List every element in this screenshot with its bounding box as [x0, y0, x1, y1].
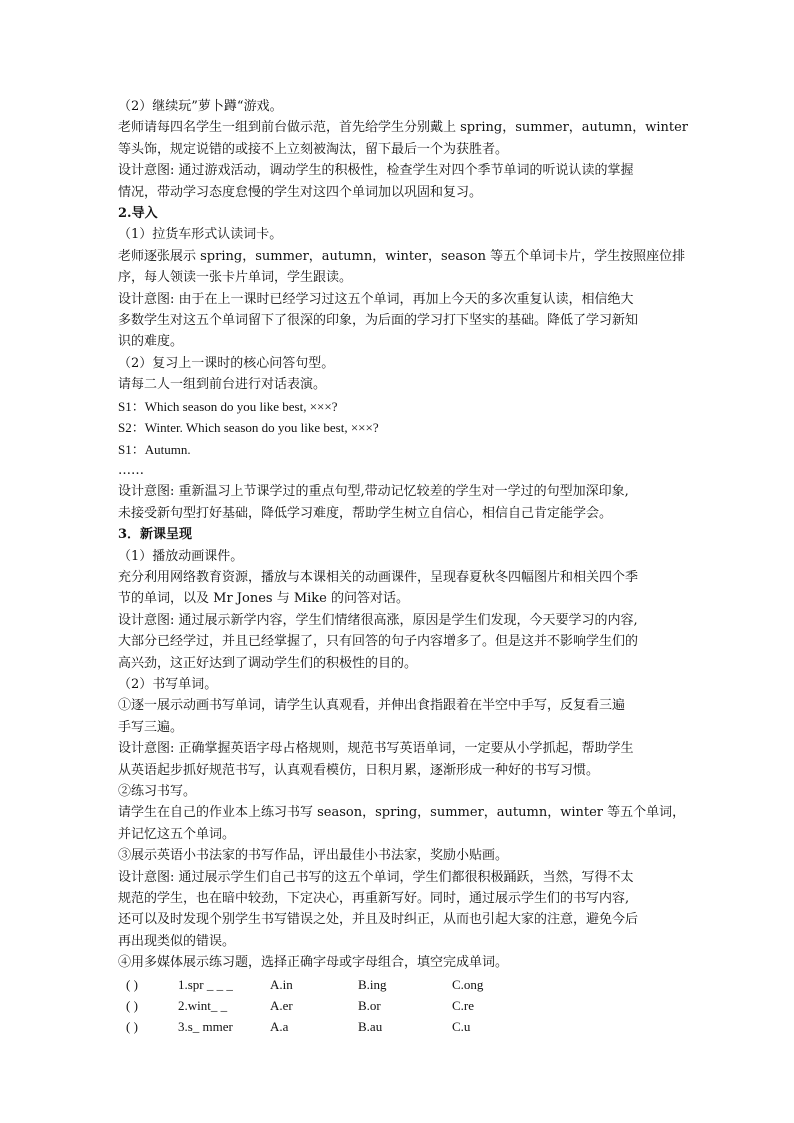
option-c: C.u — [452, 1018, 471, 1034]
exercise-row — [118, 1016, 678, 1037]
paragraph-line: 老师逐张展示 spring，summer，autumn，winter，season 等五个单词卡片，学生按照座位排 — [118, 248, 686, 264]
paragraph-line: （1）拉货车形式认读词卡。 — [118, 227, 283, 243]
paragraph-line: 规范的学生，也在暗中较劲，下定决心，再重新写好。同时，通过展示学生们的书写内容, — [118, 891, 630, 907]
paragraph-line: 请每二人一组到前台进行对话表演。 — [118, 377, 327, 393]
paragraph-line: 等头饰，规定说错的或接不上立刻被淘汰，留下最后一个为获胜者。 — [118, 141, 509, 157]
paragraph-line: 设计意图: 通过游戏活动，调动学生的积极性，检查学生对四个季节单词的听说认读的掌握 — [118, 163, 634, 179]
option-c: C.re — [452, 997, 475, 1013]
paragraph-line: 设计意图: 重新温习上节课学过的重点句型,带动记忆较差的学生对一学过的句型加深印象, — [118, 484, 629, 500]
paragraph-line: （1）播放动画课件。 — [118, 548, 244, 564]
paragraph-line: 大部分已经学过，并且已经掌握了，只有回答的句子内容增多了。但是这并不影响学生们的 — [118, 634, 639, 650]
paragraph-line: 高兴劲，这正好达到了调动学生们的积极性的目的。 — [118, 655, 418, 671]
dialogue-line: S1：Which season do you like best, ×××? — [118, 398, 338, 414]
exercise-item: 2.wint_ _ — [178, 997, 228, 1013]
option-b: B.or — [358, 997, 381, 1013]
option-c: C.ong — [452, 976, 484, 992]
paragraph-line: 设计意图: 由于在上一课时已经学习过这五个单词，再加上今天的多次重复认读，相信绝大 — [118, 291, 634, 307]
paragraph-line: 再出现类似的错误。 — [118, 933, 236, 949]
paragraph-line: 还可以及时发现个别学生书写错误之处，并且及时纠正，从而也引起大家的注意，避免今后 — [118, 912, 639, 928]
exercise-item: 3.s_ mmer — [178, 1018, 233, 1034]
paragraph-line: 请学生在自己的作业本上练习书写 season，spring，summer，autumn，winter 等五个单词， — [118, 805, 686, 821]
paragraph-line: 设计意图: 正确掌握英语字母占格规则，规范书写英语单词，一定要从小学抓起，帮助学生 — [118, 741, 634, 757]
ellipsis-line: …… — [118, 462, 144, 478]
section-heading: 3．新课呈现 — [118, 527, 193, 543]
paragraph-line: 情况，带动学习态度怠慢的学生对这四个单词加以巩固和复习。 — [118, 184, 483, 200]
answer-bracket: ( ) — [126, 997, 138, 1013]
exercise-item: 1.spr _ _ _ — [178, 976, 233, 992]
option-b: B.au — [358, 1018, 383, 1034]
option-b: B.ing — [358, 976, 387, 992]
answer-bracket: ( ) — [126, 1018, 138, 1034]
section-heading: 2.导入 — [118, 206, 158, 222]
paragraph-line: 节的单词，以及 Mr Jones 与 Mike 的问答对话。 — [118, 591, 410, 607]
paragraph-line: （2）书写单词。 — [118, 676, 218, 692]
paragraph-line: 老师请每四名学生一组到前台做示范，首先给学生分别戴上 spring，summer，autumn，winter — [118, 120, 689, 136]
paragraph-line: 序，每人领读一张卡片单词，学生跟读。 — [118, 270, 353, 286]
option-a: A.in — [270, 976, 293, 992]
paragraph-line: 设计意图: 通过展示学生们自己书写的这五个单词，学生们都很积极踊跃，当然，写得不太 — [118, 869, 634, 885]
paragraph-line: 手写三遍。 — [118, 719, 184, 735]
option-a: A.er — [270, 997, 293, 1013]
paragraph-line: ①逐一展示动画书写单词，请学生认真观看，并伸出食指跟着在半空中手写，反复看三遍 — [118, 698, 626, 714]
exercise-row — [118, 995, 678, 1016]
paragraph-line: （2）继续玩”萝卜蹲“游戏。 — [118, 99, 283, 114]
option-a: A.a — [270, 1018, 289, 1034]
paragraph-line: 充分利用网络教育资源，播放与本课相关的动画课件，呈现春夏秋冬四幅图片和相关四个季 — [118, 569, 639, 585]
paragraph-line: ③展示英语小书法家的书写作品，评出最佳小书法家，奖励小贴画。 — [118, 848, 509, 864]
exercise-row — [118, 974, 678, 995]
paragraph-line: 设计意图: 通过展示新学内容，学生们情绪很高涨，原因是学生们发现，今天要学习的内容, — [118, 612, 638, 628]
paragraph-line: 多数学生对这五个单词留下了很深的印象，为后面的学习打下坚实的基础。降低了学习新知 — [118, 313, 639, 329]
document-page — [118, 96, 689, 1037]
paragraph-line: 并记忆这五个单词。 — [118, 826, 236, 842]
dialogue-line: S2：Winter. Which season do you like best, ×××? — [118, 420, 379, 436]
paragraph-line: 识的难度。 — [118, 334, 184, 350]
paragraph-line: 未接受新句型打好基础，降低学习难度，帮助学生树立自信心，相信自己肯定能学会。 — [118, 505, 613, 521]
paragraph-line: （2）复习上一课时的核心问答句型。 — [118, 355, 335, 371]
paragraph-line: 从英语起步抓好规范书写，认真观看模仿，日积月累，逐渐形成一种好的书写习惯。 — [118, 762, 600, 778]
answer-bracket: ( ) — [126, 976, 138, 992]
paragraph-line: ④用多媒体展示练习题，选择正确字母或字母组合，填空完成单词。 — [118, 955, 509, 971]
dialogue-line: S1：Autumn. — [118, 441, 191, 457]
paragraph-line: ②练习书写。 — [118, 784, 197, 799]
